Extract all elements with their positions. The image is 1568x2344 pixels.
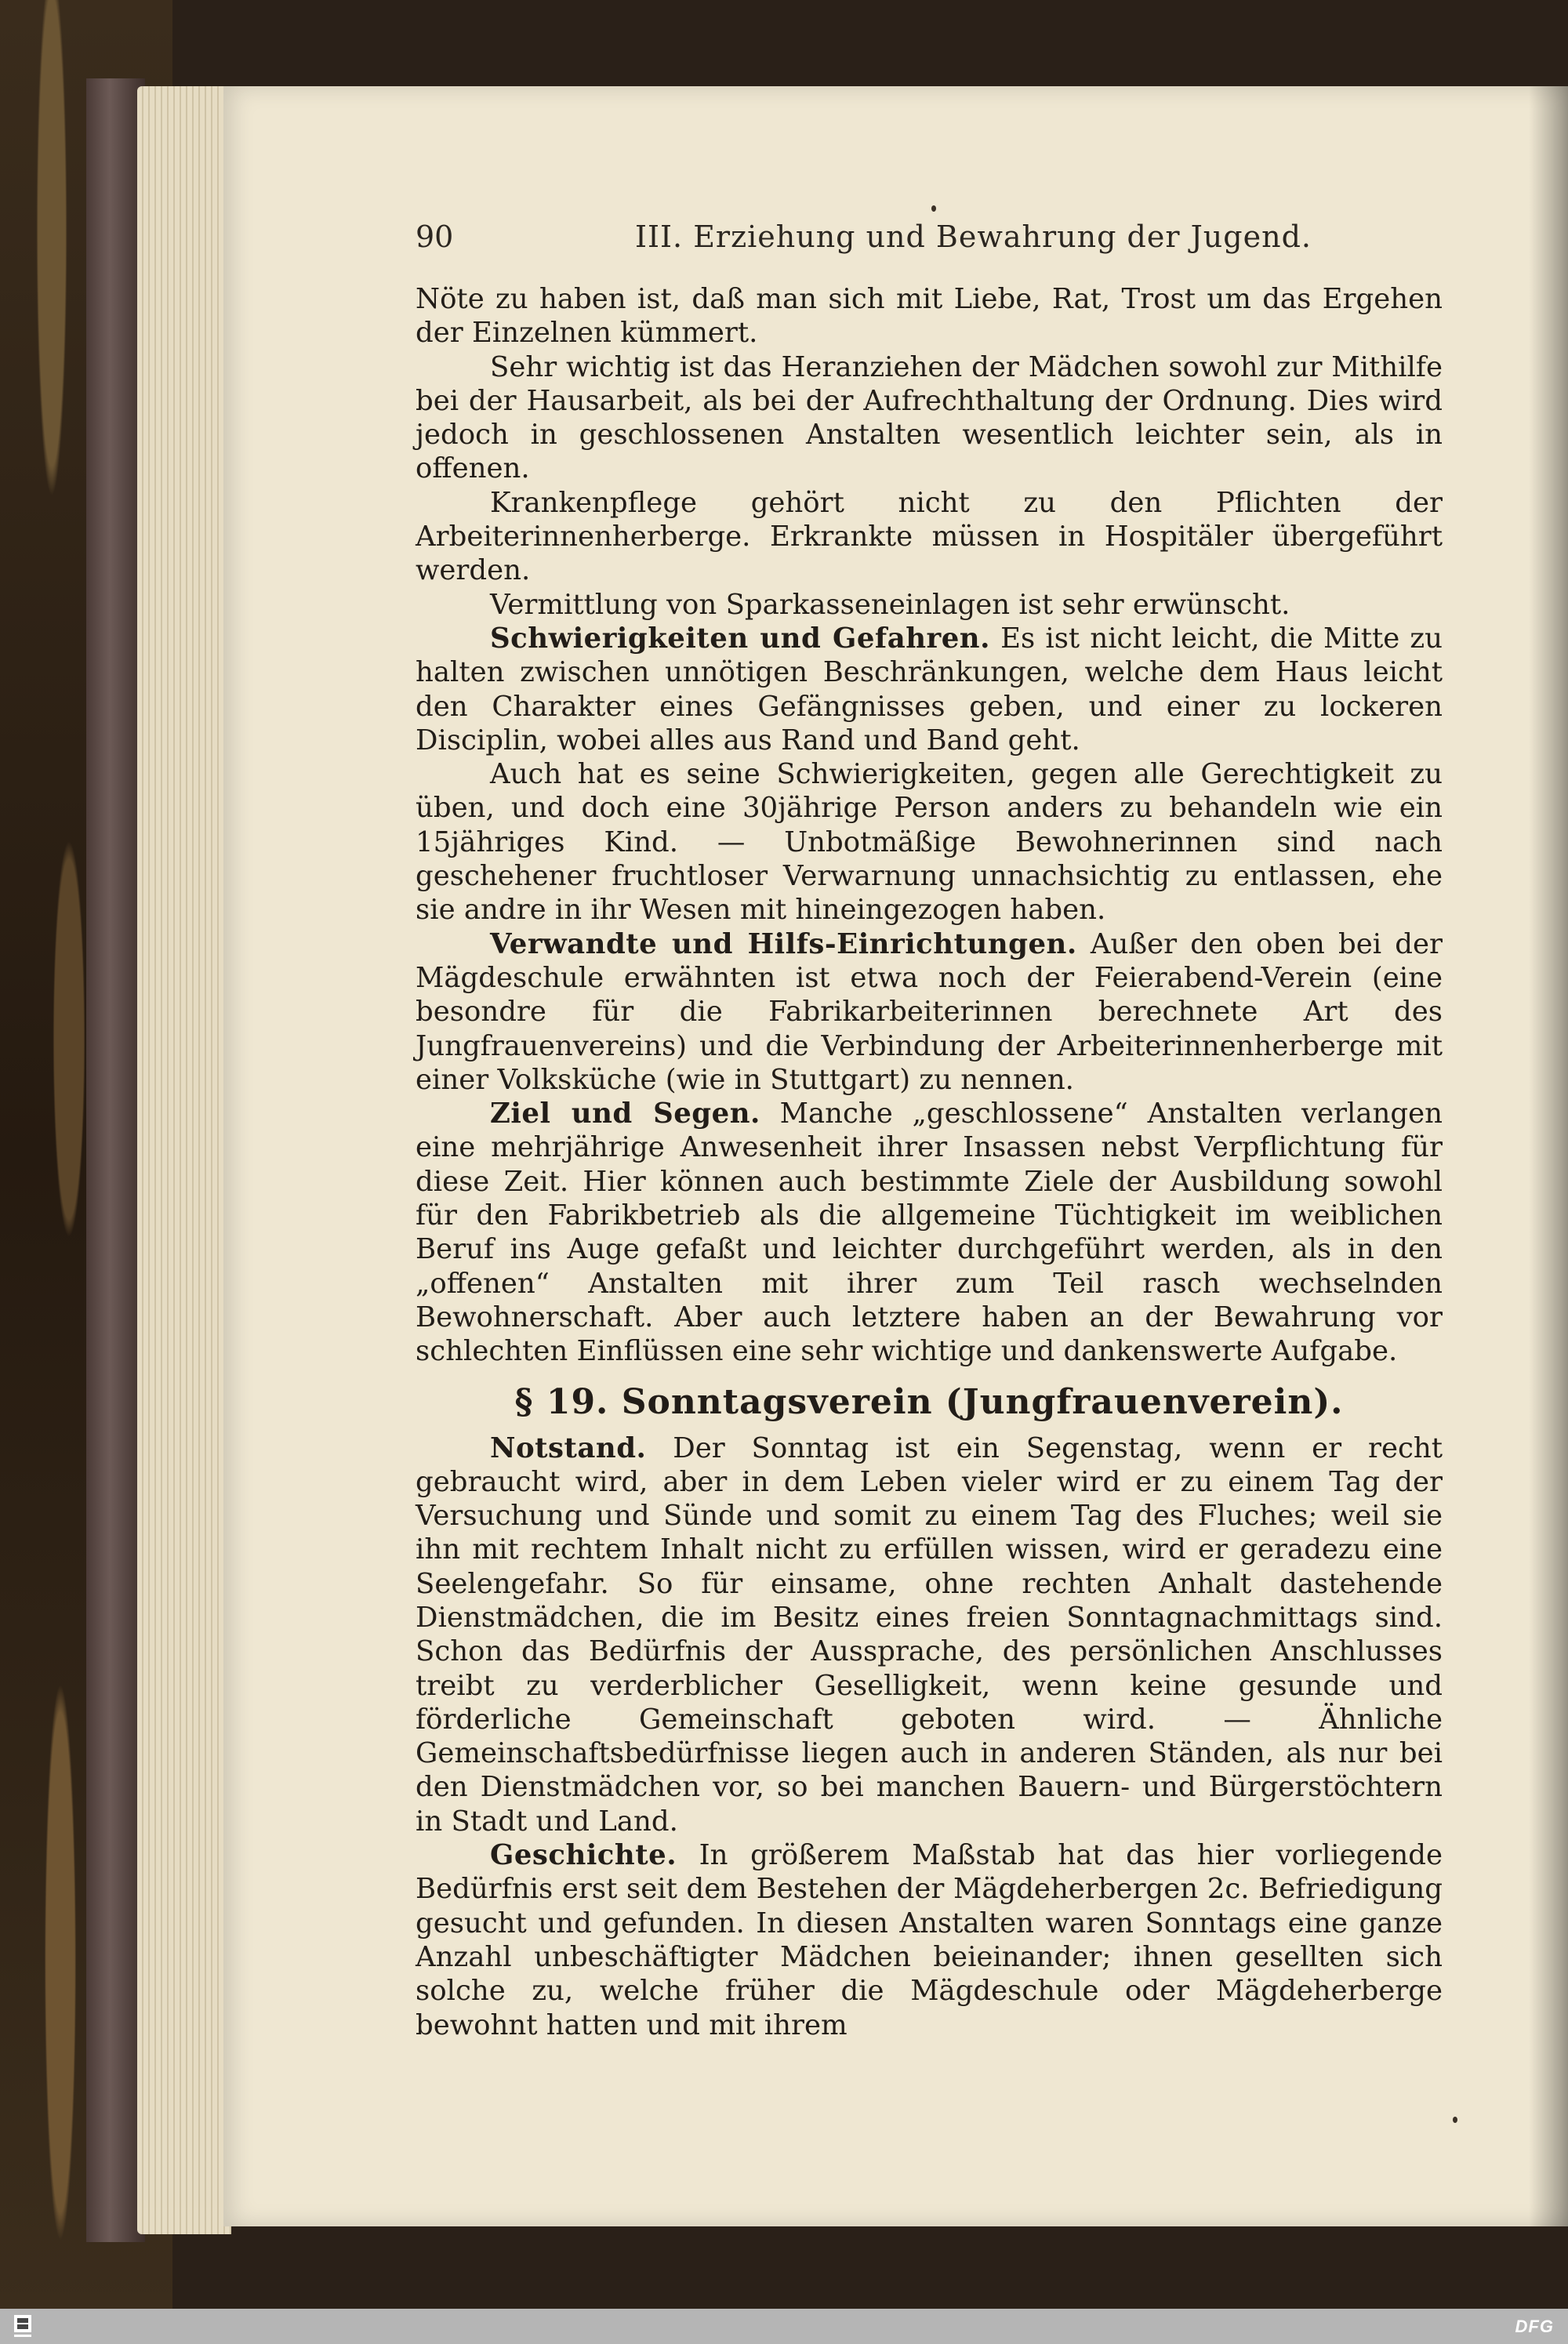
paragraph-heading: Geschichte. <box>490 1839 677 1872</box>
paragraph <box>416 1838 1443 2042</box>
paragraph <box>416 1431 1443 1839</box>
paragraph <box>416 927 1443 1097</box>
paragraph: Krankenpflege gehört nicht zu den Pflichten der Arbeiterinnenherberge. Erkrankte müssen in Hospitäler übergeführt werden. <box>416 486 1443 587</box>
paragraph: Nöte zu haben ist, daß man sich mit Liebe, Rat, Trost um das Ergehen der Einzelnen kümmert. <box>416 283 1443 350</box>
paragraph-text: Es ist nicht leicht, die Mitte zu halten zwischen unnötigen Beschränkungen, welche dem Haus leicht den Charakter eines Gefängnisses geben, und einer zu lockeren Disciplin, wobei alles aus Rand und Band geht. <box>416 622 1443 757</box>
paragraph-heading: Schwierigkeiten und Gefahren. <box>490 622 990 655</box>
paragraph <box>416 622 1443 757</box>
page-number: 90 <box>416 220 454 254</box>
paragraph-text: Der Sonntag ist ein Segenstag, wenn er recht gebraucht wird, aber in dem Leben vieler wird er zu einem Tag der Versuchung und Sünde und somit zu einem Tag des Fluches; weil sie ihn mit rechtem Inhalt nicht zu erfüllen wissen, wird er geradezu eine Seelengefahr. So für einsame, ohne rechten Anhalt dastehende Dienstmädchen, die im Besitz eines freien Sonntagnachmittags sind. Schon das Bedürfnis der Aussprache, des persönlichen Anschlusses treibt zu verderblicher Geselligkeit, wenn keine gesunde und förderliche Gemeinschaft geboten wird. — Ähnliche Gemeinschaftsbedürfnisse liegen auch in anderen Ständen, als nur bei den Dienstmädchen vor, so bei manchen Bauern- und Bürgerstöchtern in Stadt und Land. <box>416 1431 1443 1838</box>
paragraph: Auch hat es seine Schwierigkeiten, gegen alle Gerechtigkeit zu üben, und doch eine 30jährige Person anders zu behandeln wie ein 15jähriges Kind. — Unbotmäßige Bewohnerinnen sind nach geschehener fruchtloser Verwarnung unnachsichtig zu entlassen, ehe sie andre in ihr Wesen mit hineingezogen haben. <box>416 758 1443 927</box>
book-spine <box>86 78 145 2242</box>
paper-speck <box>1453 2117 1457 2123</box>
page-header <box>416 220 1450 267</box>
paragraph-text: In größerem Maßstab hat das hier vorliegende Bedürfnis erst seit dem Bestehen der Mägdeherbergen 2c. Befriedigung gesucht und gefunden. In diesen Anstalten waren Sonntags eine ganze Anzahl unbeschäftigter Mädchen beieinander; ihnen gesellten sich solche zu, welche früher die Mägdeschule oder Mägdeherberge bewohnt hatten und mit ihrem <box>416 1839 1443 2041</box>
paragraph: Vermittlung von Sparkasseneinlagen ist sehr erwünscht. <box>490 588 1290 621</box>
page-gutter-shadow <box>1529 86 1568 2226</box>
paragraph: Sehr wichtig ist das Heranziehen der Mädchen sowohl zur Mithilfe bei der Hausarbeit, als bei der Aufrechthaltung der Ordnung. Dies wird jedoch in geschlossenen Anstalten wesentlich leichter sein, als in offenen. <box>416 350 1443 485</box>
paragraph-text: Außer den oben bei der Mägdeschule erwähnten ist etwa noch der Feierabend-Verein (eine besondre für die Fabrikarbeiterinnen berechnete Art des Jungfrauenvereins) und die Verbindung der Arbeiterinnenherberge mit einer Volksküche (wie in Stuttgart) zu nennen. <box>416 927 1443 1096</box>
paragraph-heading: Verwandte und Hilfs-Einrichtungen. <box>490 927 1077 960</box>
section-title: § 19. Sonntagsverein (Jungfrauenverein). <box>514 1381 1344 1422</box>
paragraph-heading: Ziel und Segen. <box>490 1098 760 1130</box>
paragraph-heading: Notstand. <box>490 1431 647 1464</box>
paragraph <box>416 1097 1443 1368</box>
running-title: III. Erziehung und Bewahrung der Jugend. <box>635 220 1312 254</box>
page-stack-edges <box>137 86 231 2234</box>
viewer-footer-bar <box>0 2309 1568 2344</box>
dfg-logo: DFG <box>1515 2317 1554 2336</box>
paragraph-text: Manche „geschlossene“ Anstalten verlangen eine mehrjährige Anwesenheit ihrer Insassen nebst Verpflichtung für diese Zeit. Hier können auch bestimmte Ziele der Ausbildung sowohl für den Fabrikbetrieb als die allgemeine Tüchtigkeit im weiblichen Beruf ins Auge gefaßt und leichter durchgeführt werden, als in den „offenen“ Anstalten mit ihrer zum Teil rasch wechselnden Bewohnerschaft. Aber auch letztere haben an der Bewahrung vor schlechten Einflüssen eine sehr wichtige und dankenswerte Aufgabe. <box>416 1098 1443 1368</box>
library-logo-icon <box>11 2312 34 2340</box>
page-body <box>416 282 1443 2042</box>
paper-speck <box>931 205 936 212</box>
